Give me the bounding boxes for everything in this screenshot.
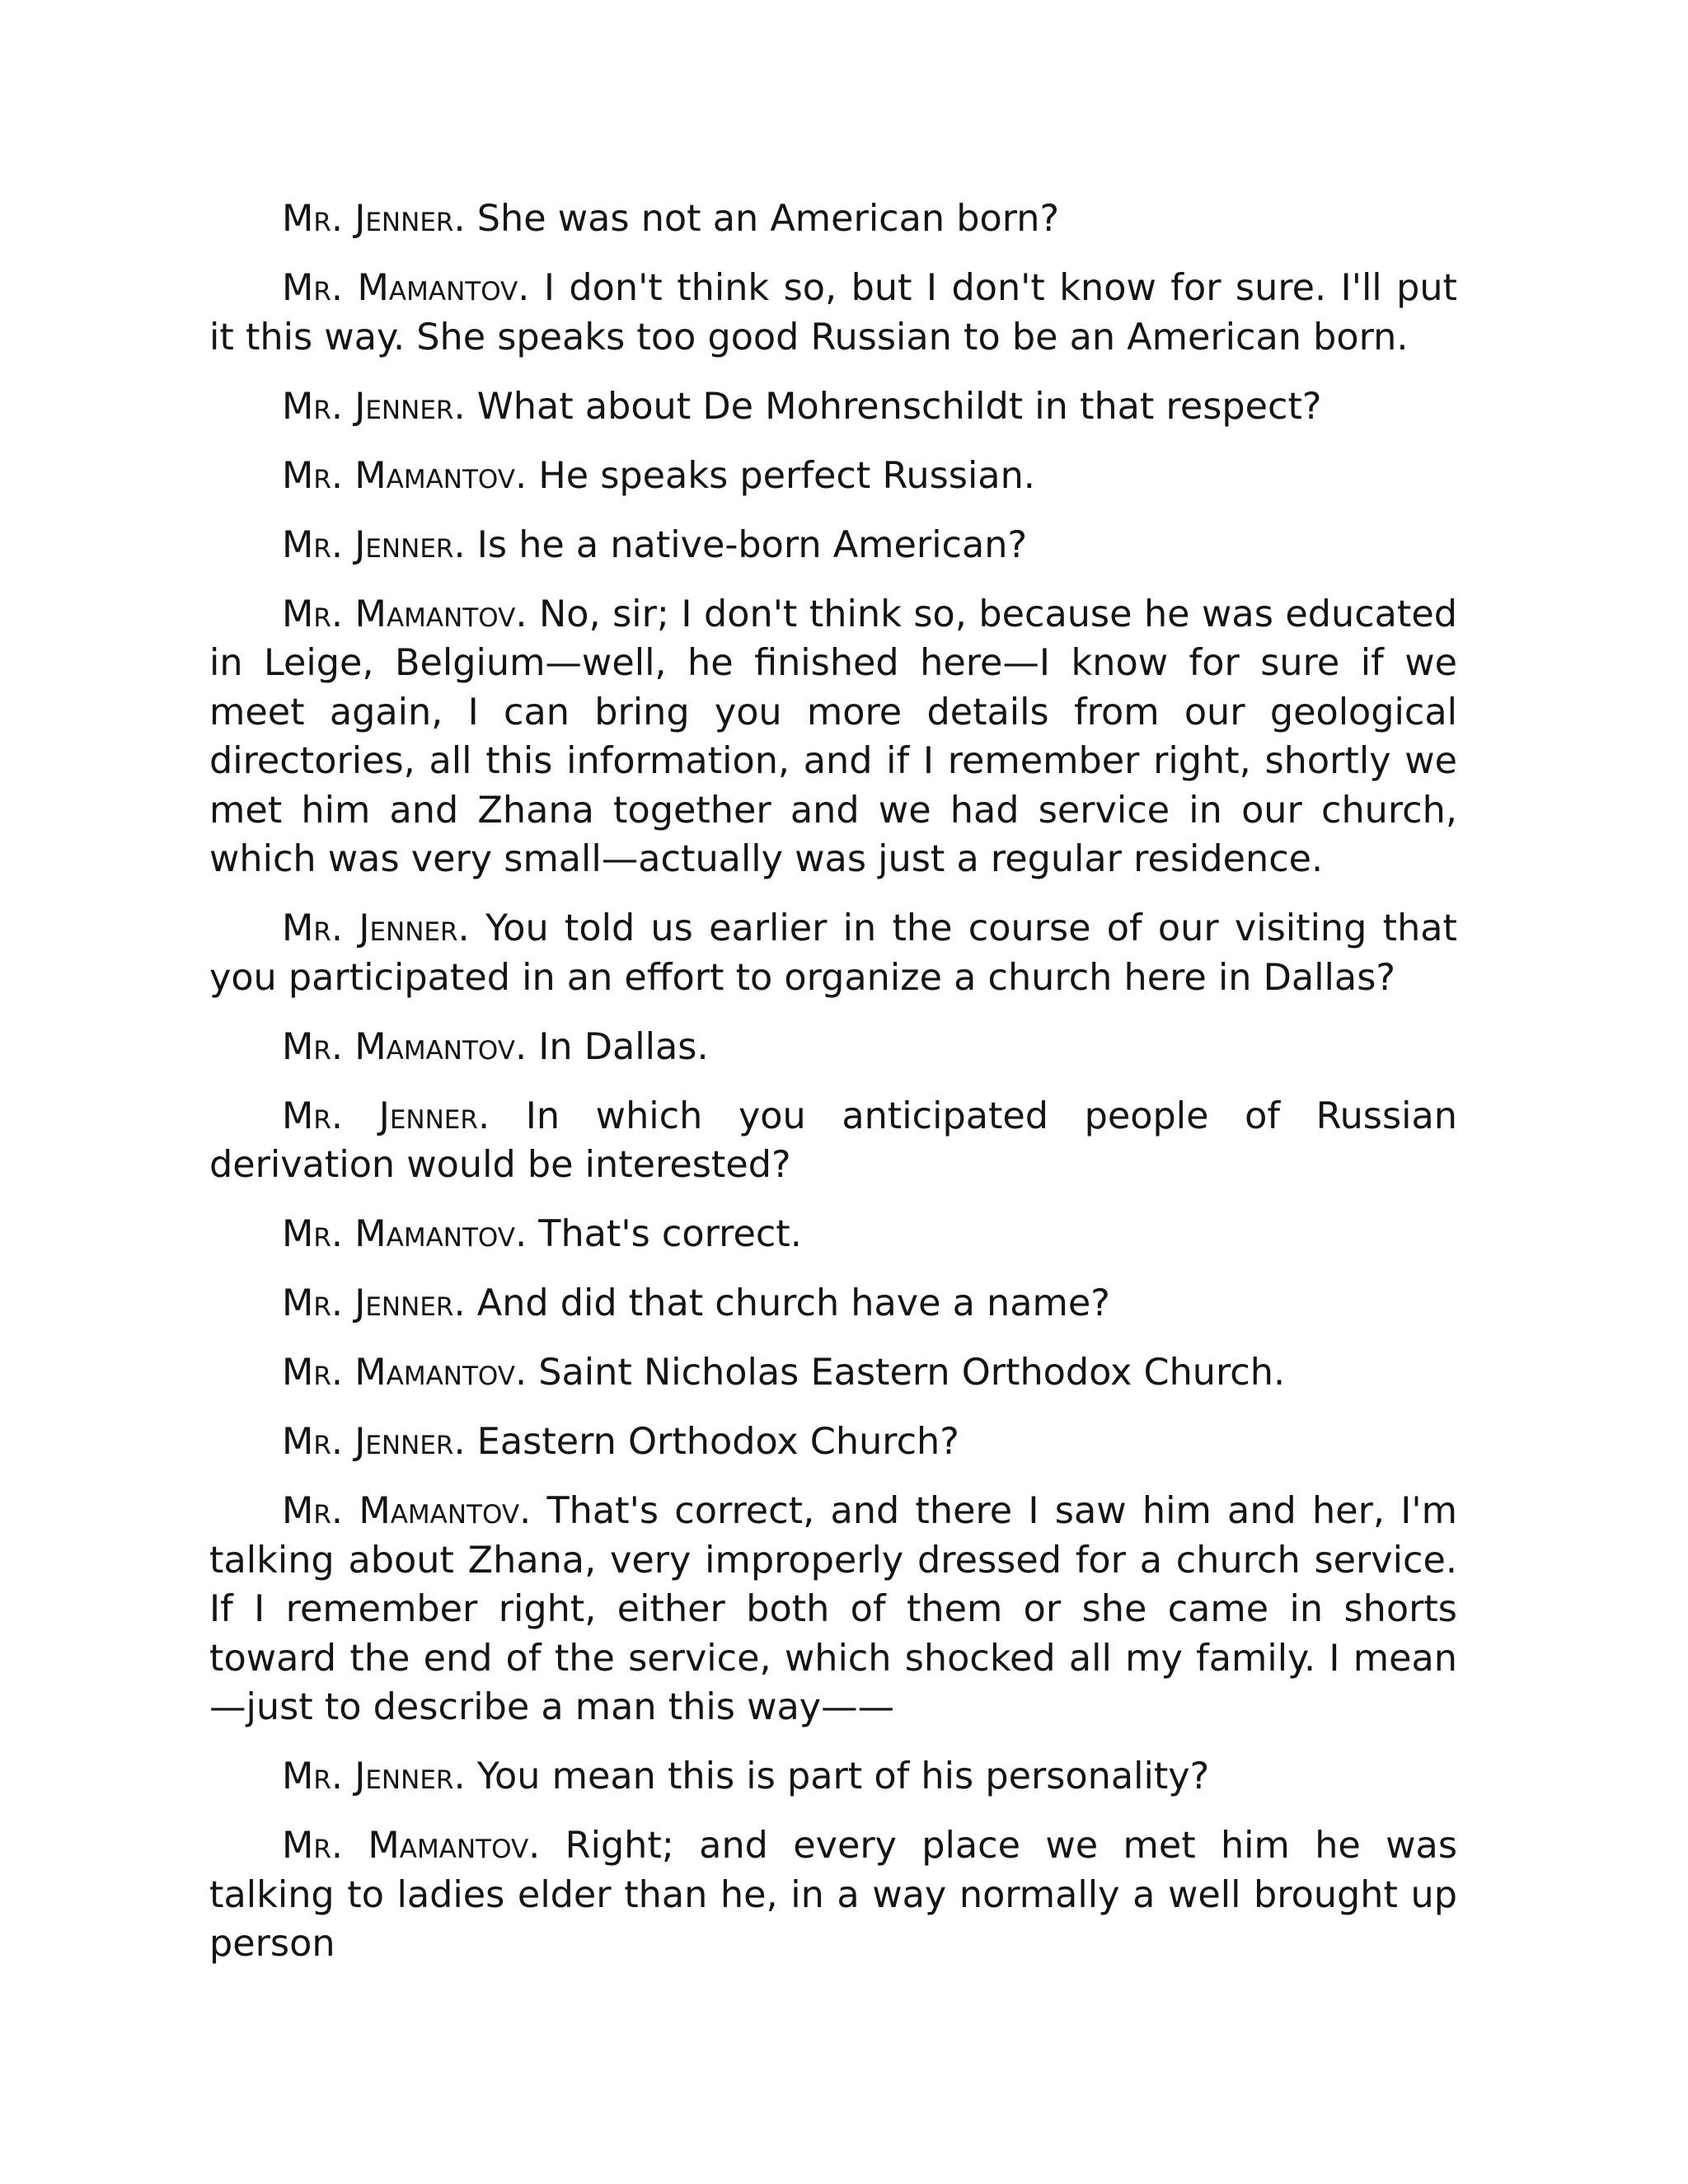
paragraph-text: Eastern Orthodox Church? <box>476 1421 959 1463</box>
speaker-name: Mr. Jenner <box>282 1755 454 1797</box>
transcript-paragraph: Mr. Jenner. Is he a native-born American? <box>282 523 1028 566</box>
speaker-name: Mr. Mamantov <box>282 267 518 309</box>
paragraph-text: You told us earlier in the course of our visiting that you participated in an effort to organize a church here in Dallas? <box>209 907 1457 999</box>
speaker-name: Mr. Jenner <box>282 1421 454 1463</box>
transcript-paragraph: Mr. Jenner. You mean this is part of his personality? <box>282 1755 1210 1797</box>
transcript-paragraph: Mr. Mamantov. Right; and every place we met him he was talking to ladies elder than he, in a way normally a well brought up person <box>209 1825 1458 1965</box>
paragraph-text: And did that church have a name? <box>476 1282 1110 1324</box>
paragraph-text: No, sir; I don't think so, because he was educated in Leige, Belgium—well, he finished here—I know for sure if we meet again, I can bring you more details from our geological directories, all this information, and if I remember right, shortly we met him and Zhana together and we had service in our church, which was very small—actually was just a regular residence. <box>209 593 1458 880</box>
transcript-paragraph: Mr. Mamantov. Saint Nicholas Eastern Orthodox Church. <box>282 1352 1286 1394</box>
transcript-paragraph: Mr. Jenner. And did that church have a name? <box>282 1282 1110 1324</box>
speaker-name: Mr. Mamantov <box>282 1825 529 1867</box>
paragraph-text: He speaks perfect Russian. <box>538 454 1035 497</box>
speaker-name: Mr. Mamantov <box>282 1490 520 1532</box>
speaker-name: Mr. Jenner <box>282 1094 478 1137</box>
transcript-paragraph: Mr. Mamantov. In Dallas. <box>282 1025 709 1068</box>
paragraph-text: In Dallas. <box>538 1025 709 1068</box>
transcript-paragraph: Mr. Mamantov. That's correct, and there I saw him and her, I'm talking about Zhana, very improperly dressed for a church service. If I remember right, either both of them or she came in shorts toward the end of the service, which shocked all my family. I mean—just to describe a man this way—— <box>209 1490 1458 1728</box>
speaker-name: Mr. Mamantov <box>282 1352 515 1394</box>
paragraph-text: What about De Mohrenschildt in that respect? <box>476 385 1322 428</box>
transcript-paragraph: Mr. Mamantov. I don't think so, but I don't know for sure. I'll put it this way. She speaks too good Russian to be an American born. <box>209 267 1458 359</box>
speaker-name: Mr. Mamantov <box>282 1213 515 1255</box>
paragraph-text: She was not an American born? <box>476 198 1060 240</box>
transcript-paragraph: Mr. Jenner. She was not an American born? <box>282 198 1060 240</box>
transcript-paragraph: Mr. Mamantov. He speaks perfect Russian. <box>282 454 1035 497</box>
speaker-name: Mr. Jenner <box>282 1282 454 1324</box>
transcript-paragraph: Mr. Mamantov. No, sir; I don't think so, because he was educated in Leige, Belgium—well, he finished here—I know for sure if we meet again, I can bring you more details from our geological directories, all this information, and if I remember right, shortly we met him and Zhana together and we had service in our church, which was very small—actually was just a regular residence. <box>209 593 1458 880</box>
speaker-name: Mr. Jenner <box>282 198 454 240</box>
speaker-name: Mr. Jenner <box>282 907 458 949</box>
paragraph-text: I don't think so, but I don't know for sure. I'll put it this way. She speaks too good Russian to be an American born. <box>209 267 1458 359</box>
transcript-paragraph: Mr. Jenner. Eastern Orthodox Church? <box>282 1421 959 1463</box>
paragraph-text: That's correct. <box>538 1213 802 1255</box>
paragraph-text: That's correct, and there I saw him and her, I'm talking about Zhana, very improperly dressed for a church service. If I remember right, either both of them or she came in shorts toward the end of the service, which shocked all my family. I mean—just to describe a man this way—— <box>209 1490 1458 1728</box>
transcript-page <box>209 194 1457 1989</box>
speaker-name: Mr. Mamantov <box>282 454 515 497</box>
transcript-paragraph: Mr. Jenner. You told us earlier in the course of our visiting that you participated in an effort to organize a church here in Dallas? <box>209 907 1457 999</box>
speaker-name: Mr. Mamantov <box>282 1025 515 1068</box>
transcript-paragraph: Mr. Jenner. In which you anticipated people of Russian derivation would be interested? <box>209 1094 1457 1186</box>
speaker-name: Mr. Jenner <box>282 385 454 428</box>
paragraph-text: In which you anticipated people of Russian derivation would be interested? <box>209 1094 1457 1186</box>
paragraph-text: Right; and every place we met him he was talking to ladies elder than he, in a way normally a well brought up person <box>209 1825 1458 1965</box>
paragraph-text: Saint Nicholas Eastern Orthodox Church. <box>538 1352 1286 1394</box>
paragraph-text: You mean this is part of his personality? <box>476 1755 1210 1797</box>
speaker-name: Mr. Jenner <box>282 523 454 566</box>
transcript-paragraph: Mr. Jenner. What about De Mohrenschildt in that respect? <box>282 385 1322 428</box>
speaker-name: Mr. Mamantov <box>282 593 516 635</box>
paragraph-text: Is he a native-born American? <box>476 523 1028 566</box>
transcript-paragraph: Mr. Mamantov. That's correct. <box>282 1213 802 1255</box>
